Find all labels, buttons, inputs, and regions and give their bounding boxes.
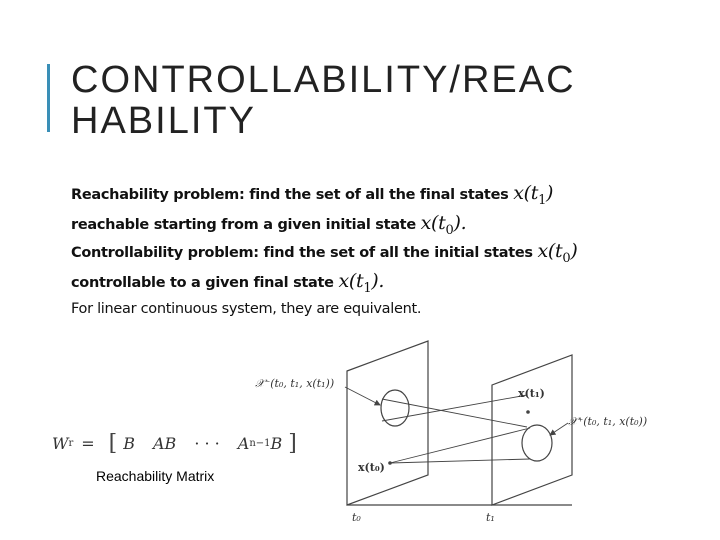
matrix-left-bracket: [ — [108, 430, 118, 456]
reachability-line-2 — [71, 212, 631, 242]
slide-title — [71, 60, 711, 142]
matrix-right-bracket: ] — [288, 430, 297, 456]
label-reach-set: 𝒳⁻(t₀, t₁, x(t₁)) — [255, 377, 335, 390]
arrow-reach-set — [345, 387, 380, 405]
title-line-2: HABILITY — [71, 100, 256, 142]
matrix-equals: = — [81, 433, 95, 453]
reachability-line-1 — [71, 182, 631, 212]
point-x-t0 — [388, 461, 392, 465]
reachability-label: Reachability problem: — [71, 187, 245, 203]
label-x-t0: x(t₀) — [358, 461, 385, 474]
reachability-math-2: $x(t_0)$. — [420, 211, 467, 238]
controllability-label: Controllability problem: — [71, 245, 259, 261]
title-accent-bar — [47, 64, 50, 132]
reachability-text-2: reachable starting from a given initial state — [71, 216, 421, 233]
matrix-ab: AB — [153, 433, 177, 453]
controllability-line-2 — [71, 270, 631, 300]
matrix-caption: Reachability Matrix — [96, 468, 215, 484]
matrix-lhs: W — [52, 433, 69, 453]
equivalence-text: For linear continuous system, they are equivalent. — [71, 301, 422, 317]
reachability-text-1: find the set of all the final states — [244, 187, 514, 203]
label-t1: t₁ — [486, 511, 495, 524]
reachability-math-1: $x(t_1)$ — [513, 182, 554, 208]
reachability-diagram — [250, 335, 680, 530]
matrix-lhs-sub: r — [68, 437, 74, 449]
controllability-math-2: $x(t_1)$. — [338, 269, 385, 296]
controllability-line-1 — [71, 240, 631, 270]
label-ctrl-set: 𝒳⁺(t₀, t₁, x(t₀)) — [568, 415, 648, 428]
matrix-last-b: B — [270, 433, 283, 453]
controllability-text-2: controllable to a given final state — [71, 274, 339, 291]
plane-t1 — [492, 355, 572, 505]
label-x-t1: x(t₁) — [518, 387, 545, 400]
equivalence-paragraph — [71, 298, 631, 321]
controllability-math-1: $x(t_0)$ — [537, 240, 578, 266]
ray-3 — [390, 428, 530, 463]
arrow-ctrl-set — [550, 423, 568, 435]
matrix-dots: · · · — [194, 433, 220, 453]
point-x-t1 — [526, 410, 530, 414]
reachability-paragraph — [71, 182, 631, 242]
label-t0: t₀ — [352, 511, 361, 524]
title-line-1: CONTROLLABILITY/REAC — [71, 59, 576, 101]
controllability-paragraph — [71, 240, 631, 300]
matrix-a-power-exp: n−1 — [249, 437, 271, 449]
controllability-text-1: find the set of all the initial states — [258, 245, 538, 261]
matrix-b: B — [123, 433, 135, 453]
ray-2 — [382, 395, 527, 421]
ray-4 — [390, 459, 530, 463]
set-ellipse-right — [522, 425, 552, 461]
matrix-a-power: A — [237, 433, 250, 453]
